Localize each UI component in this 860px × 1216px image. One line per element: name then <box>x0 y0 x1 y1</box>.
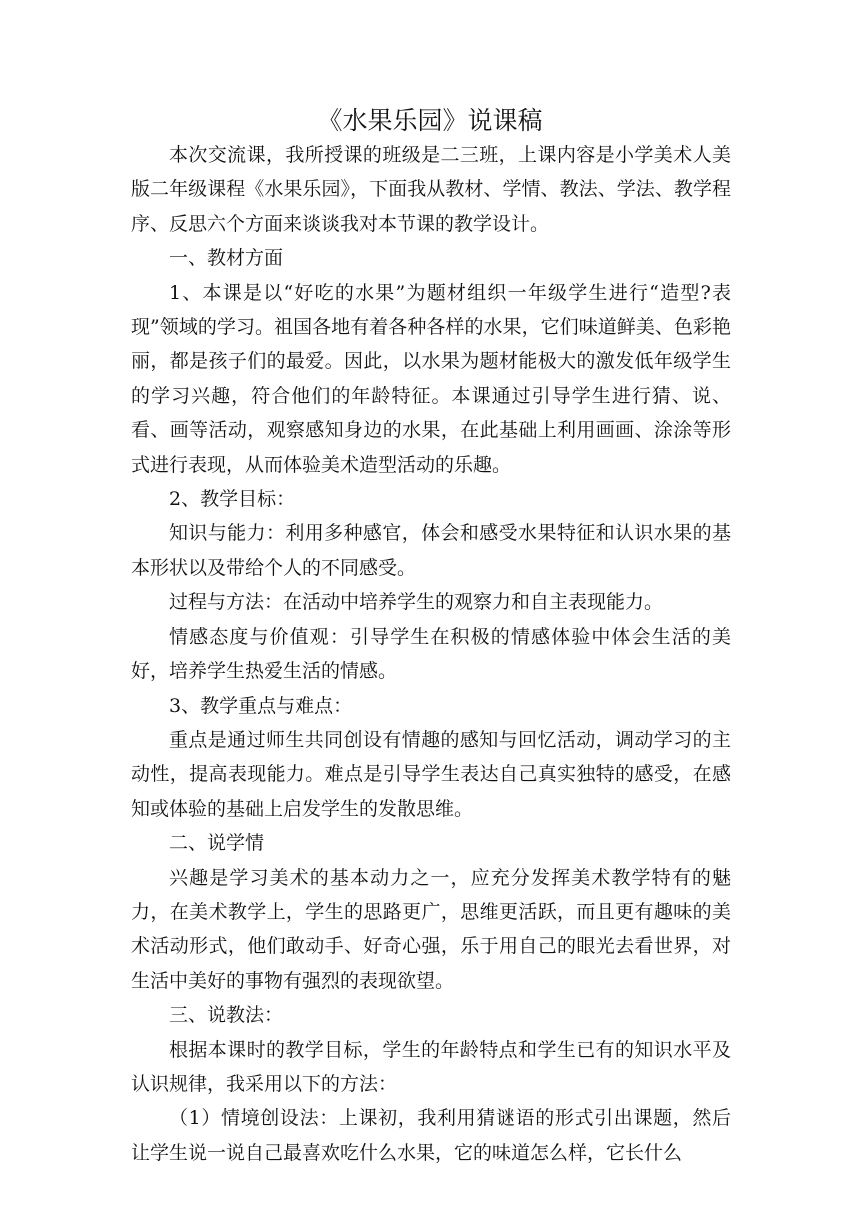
heading-textbook: 一、教材方面 <box>169 247 284 270</box>
paragraph-key-points: 重点是通过师生共同创设有情趣的感知与回忆活动，调动学习的主动性，提高表现能力。难点是引导学生表达自己真实独特的感受，在感知或体验的基础上启发学生的发散思维。 <box>131 728 731 820</box>
heading-methods: 三、说教法： <box>169 1004 284 1027</box>
document-body <box>131 138 731 1170</box>
document-title: 《水果乐园》说课稿 <box>317 106 543 135</box>
heading-students: 二、说学情 <box>169 832 265 855</box>
paragraph-textbook-1: 1、本课是以“好吃的水果”为题材组织一年级学生进行“造型?表现”领域的学习。祖国各地有着各种各样的水果，它们味道鲜美、色彩艳丽，都是孩子们的最爱。因此，以水果为题材能极大的激发低年级学生的学习兴趣，符合他们的年龄特征。本课通过引导学生进行猜、说、看、画等活动，观察感知身边的水果，在此基础上利用画画、涂涂等形式进行表现，从而体验美术造型活动的乐趣。 <box>131 281 731 476</box>
heading-key-points: 3、教学重点与难点： <box>169 694 353 717</box>
heading-teaching-goals: 2、教学目标： <box>169 488 296 511</box>
paragraph-intro: 本次交流课，我所授课的班级是二三班，上课内容是小学美术人美版二年级课程《水果乐园》，下面我从教材、学情、教法、学法、教学程序、反思六个方面来谈谈我对本节课的教学设计。 <box>131 144 731 235</box>
paragraph-method-1: （1）情境创设法：上课初，我利用猜谜语的形式引出课题，然后让学生说一说自己最喜欢吃什么水果，它的味道怎么样，它长什么 <box>131 1107 731 1164</box>
paragraph-students: 兴趣是学习美术的基本动力之一，应充分发挥美术教学特有的魅力，在美术教学上，学生的思路更广，思维更活跃，而且更有趣味的美术活动形式，他们敢动手、好奇心强，乐于用自己的眼光去看世界，对生活中美好的事物有强烈的表现欲望。 <box>131 866 731 992</box>
paragraph-goal-knowledge: 知识与能力：利用多种感官，体会和感受水果特征和认识水果的基本形状以及带给个人的不同感受。 <box>131 522 731 579</box>
paragraph-methods: 根据本课时的教学目标，学生的年龄特点和学生已有的知识水平及认识规律，我采用以下的方法： <box>131 1038 731 1095</box>
paragraph-goal-emotion: 情感态度与价值观：引导学生在积极的情感体验中体会生活的美好，培养学生热爱生活的情感。 <box>131 625 731 683</box>
paragraph-goal-process: 过程与方法：在活动中培养学生的观察力和自主表现能力。 <box>169 591 664 614</box>
